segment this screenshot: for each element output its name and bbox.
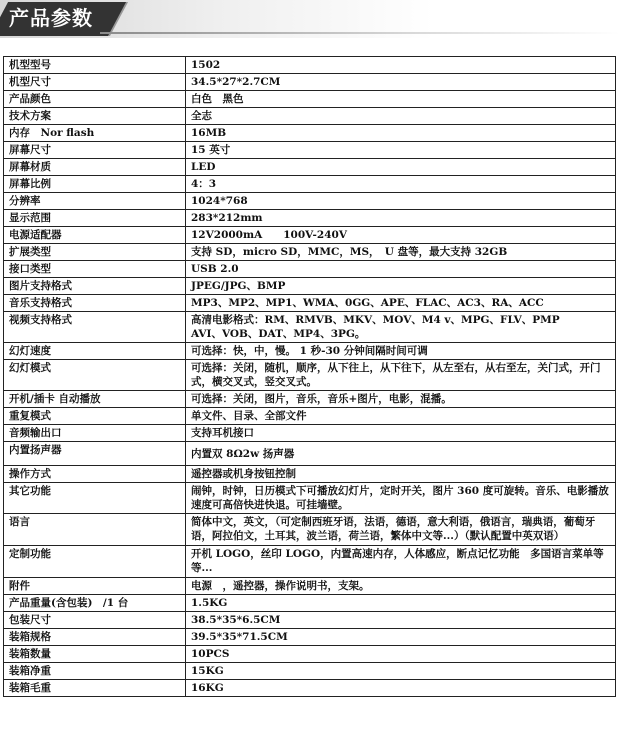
spec-value: JPEG/JPG、BMP: [186, 278, 616, 295]
spec-row: [4, 295, 616, 312]
spec-table-body: [4, 57, 616, 697]
spec-value: 1.5KG: [186, 595, 616, 612]
spec-label: 装箱净重: [4, 663, 186, 680]
spec-value: MP3、MP2、MP1、WMA、0GG、APE、FLAC、AC3、RA、ACC: [186, 295, 616, 312]
spec-label: 定制功能: [4, 546, 186, 578]
spec-value: 支持耳机接口: [186, 425, 616, 442]
spec-row: [4, 663, 616, 680]
spec-value: 闹钟，时钟，日历模式下可播放幻灯片，定时开关，图片 360 度可旋转。音乐、电影播放速度可高倍快进快退。可挂墙壁。: [186, 483, 616, 514]
spec-label: 技术方案: [4, 108, 186, 125]
section-header: [0, 0, 620, 38]
spec-row: [4, 595, 616, 612]
spec-label: 开机/插卡 自动播放: [4, 391, 186, 408]
page-title: 产品参数: [9, 6, 93, 30]
spec-label: 装箱规格: [4, 629, 186, 646]
spec-value: 4：3: [186, 176, 616, 193]
spec-value: 电源 ，遥控器，操作说明书，支架。: [186, 578, 616, 595]
spec-label: 机型尺寸: [4, 74, 186, 91]
spec-value: 1024*768: [186, 193, 616, 210]
spec-label: 其它功能: [4, 483, 186, 514]
spec-row: [4, 629, 616, 646]
spec-row: [4, 343, 616, 360]
spec-value: 可选择：关闭，图片，音乐，音乐+图片，电影，混播。: [186, 391, 616, 408]
spec-value: 开机 LOGO，丝印 LOGO，内置高速内存，人体感应，断点记忆功能 多国语言菜单等等...: [186, 546, 616, 578]
spec-value: 单文件、目录、全部文件: [186, 408, 616, 425]
spec-row: [4, 425, 616, 442]
spec-label: 附件: [4, 578, 186, 595]
spec-row: [4, 159, 616, 176]
spec-value-line: 高清电影格式：RM、RMVB、MKV、MOV、M4 v、MPG、FLV、PMP: [191, 314, 560, 326]
spec-row: [4, 408, 616, 425]
spec-label: 产品重量(含包装) /1 台: [4, 595, 186, 612]
spec-table: [3, 56, 616, 697]
spec-label: 语言: [4, 514, 186, 546]
spec-label: 装箱毛重: [4, 680, 186, 697]
spec-value: 全志: [186, 108, 616, 125]
spec-label: 图片支持格式: [4, 278, 186, 295]
spec-label: 电源适配器: [4, 227, 186, 244]
spec-value: 内置双 8Ω2w 扬声器: [186, 442, 616, 466]
spec-value: 16MB: [186, 125, 616, 142]
spec-value: 15 英寸: [186, 142, 616, 159]
spec-label: 分辨率: [4, 193, 186, 210]
spec-value: 简体中文，英文，（可定制西班牙语，法语，德语，意大利语，俄语言，瑞典语，葡萄牙语，阿拉伯文，土耳其，波兰语，荷兰语，繁体中文等...）（默认配置中英双语）: [186, 514, 616, 546]
spec-label: 音频输出口: [4, 425, 186, 442]
spec-row: [4, 514, 616, 546]
header-divider: [100, 32, 620, 34]
spec-row: [4, 646, 616, 663]
spec-row: [4, 391, 616, 408]
spec-label: 装箱数量: [4, 646, 186, 663]
spec-label: 机型型号: [4, 57, 186, 74]
spec-label: 操作方式: [4, 466, 186, 483]
spec-row: [4, 74, 616, 91]
spec-value: 15KG: [186, 663, 616, 680]
spec-value: 12V2000mA 100V-240V: [186, 227, 616, 244]
spec-label: 屏幕比例: [4, 176, 186, 193]
spec-label: 显示范围: [4, 210, 186, 227]
spec-label: 音乐支持格式: [4, 295, 186, 312]
spec-value: 34.5*27*2.7CM: [186, 74, 616, 91]
spec-label: 内置扬声器: [4, 442, 186, 466]
spec-value: 10PCS: [186, 646, 616, 663]
spec-row: [4, 578, 616, 595]
spec-row: [4, 442, 616, 466]
spec-value: 遥控器或机身按钮控制: [186, 466, 616, 483]
spec-value: LED: [186, 159, 616, 176]
spec-row: [4, 360, 616, 391]
spec-value: [186, 312, 616, 343]
spec-row: [4, 227, 616, 244]
spec-value: 白色 黑色: [186, 91, 616, 108]
spec-value: 16KG: [186, 680, 616, 697]
spec-label: 产品颜色: [4, 91, 186, 108]
spec-row: [4, 193, 616, 210]
spec-value: 38.5*35*6.5CM: [186, 612, 616, 629]
spec-row: [4, 483, 616, 514]
spec-row: [4, 312, 616, 343]
spec-row: [4, 680, 616, 697]
spec-value: 283*212mm: [186, 210, 616, 227]
spec-label: 屏幕材质: [4, 159, 186, 176]
spec-row: [4, 612, 616, 629]
spec-row: [4, 210, 616, 227]
spec-value: 可选择：快，中，慢。 1 秒-30 分钟间隔时间可调: [186, 343, 616, 360]
spec-row: [4, 91, 616, 108]
spec-row: [4, 466, 616, 483]
spec-row: [4, 108, 616, 125]
spec-value: USB 2.0: [186, 261, 616, 278]
spec-label: 重复模式: [4, 408, 186, 425]
spec-label: 包装尺寸: [4, 612, 186, 629]
spec-label: 接口类型: [4, 261, 186, 278]
spec-row: [4, 278, 616, 295]
spec-label: 屏幕尺寸: [4, 142, 186, 159]
spec-row: [4, 125, 616, 142]
spec-label: 幻灯速度: [4, 343, 186, 360]
spec-row: [4, 57, 616, 74]
spec-value: 支持 SD，micro SD，MMC，MS， U 盘等，最大支持 32GB: [186, 244, 616, 261]
spec-row: [4, 261, 616, 278]
spec-label: 内存 Nor flash: [4, 125, 186, 142]
spec-value: 1502: [186, 57, 616, 74]
spec-value: 可选择：关闭，随机，顺序，从下往上，从下往下，从左至右，从右至左，关门式，开门式，横交叉式，竖交叉式。: [186, 360, 616, 391]
spec-label: 视频支持格式: [4, 312, 186, 343]
spec-value: 39.5*35*71.5CM: [186, 629, 616, 646]
spec-row: [4, 546, 616, 578]
spec-row: [4, 142, 616, 159]
spec-label: 扩展类型: [4, 244, 186, 261]
spec-row: [4, 244, 616, 261]
spec-label: 幻灯模式: [4, 360, 186, 391]
spec-value-line: AVI、VOB、DAT、MP4、3PG。: [191, 328, 366, 340]
spec-row: [4, 176, 616, 193]
